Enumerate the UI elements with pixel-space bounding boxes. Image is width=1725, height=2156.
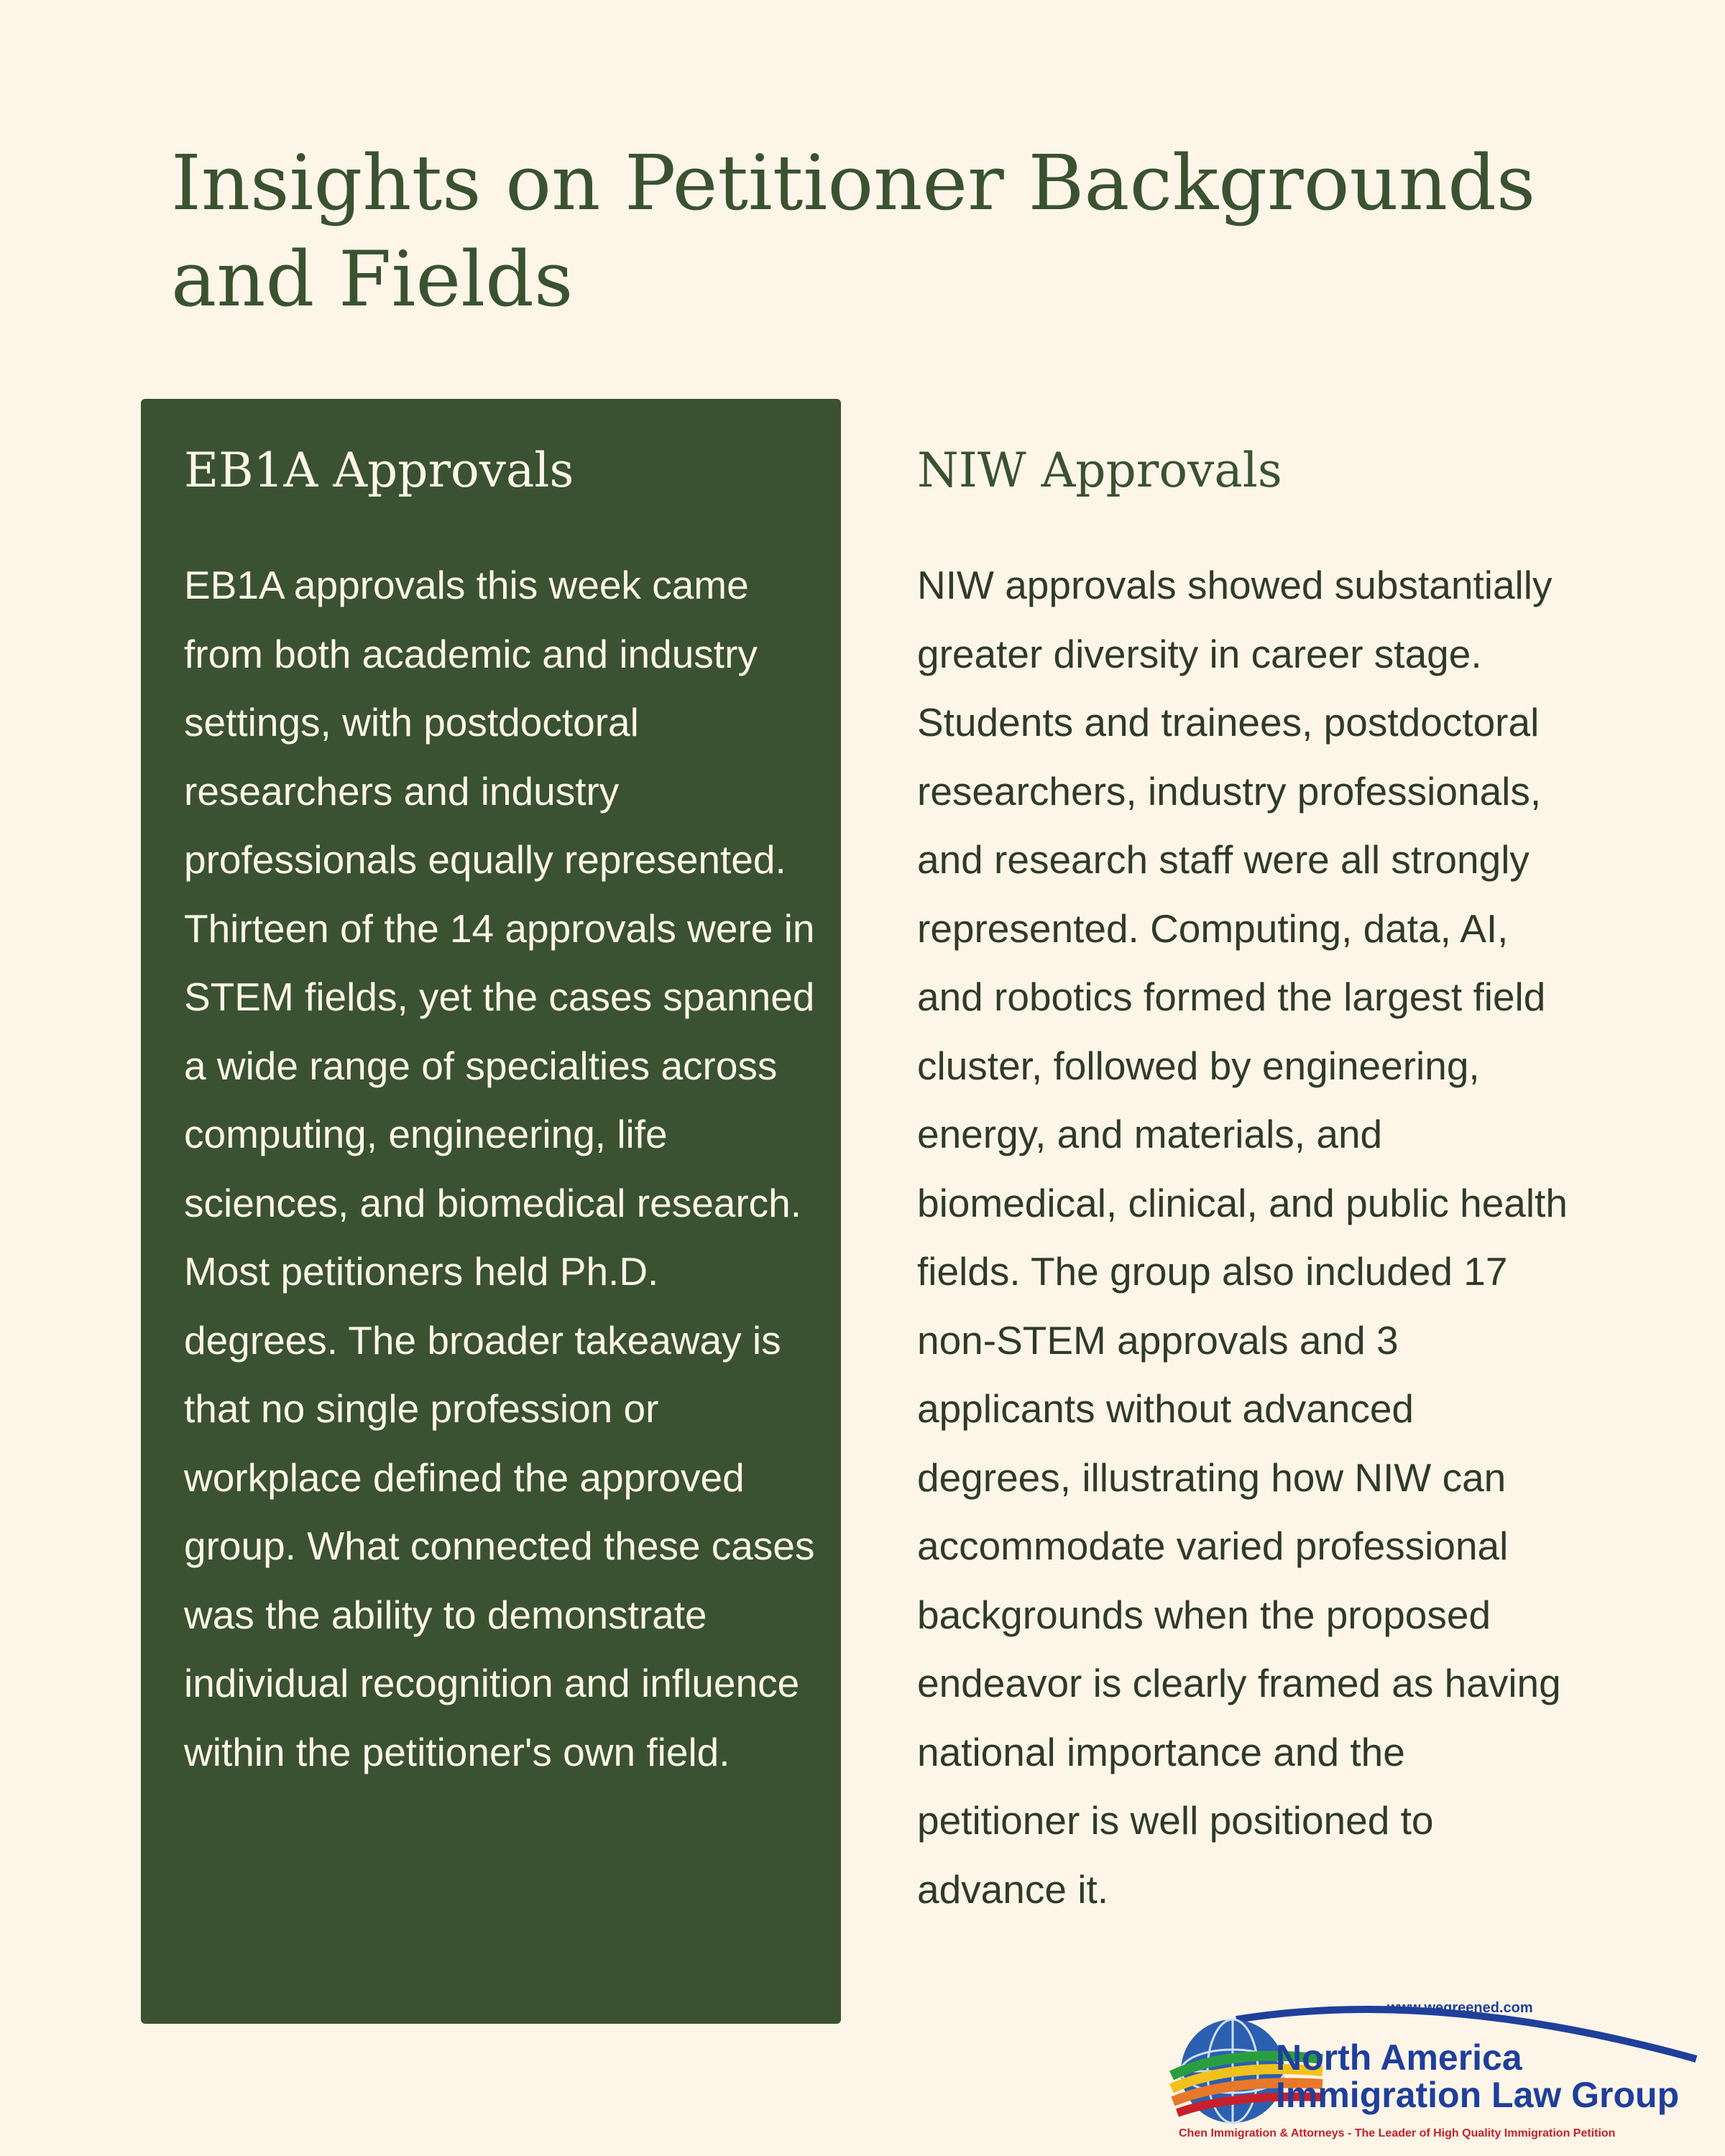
page-title: Insights on Petitioner Backgrounds and Fields xyxy=(171,139,1536,323)
logo-url: www.wegreened.com xyxy=(1387,2000,1533,2016)
eb1a-heading: EB1A Approvals xyxy=(184,443,574,498)
logo-line1: North America xyxy=(1276,2037,1522,2078)
logo-graphic xyxy=(1150,1991,1711,2149)
eb1a-body: EB1A approvals this week came from both academic and industry settings, with postdoctoral researchers and industry professionals equally represented. Thirteen of the 14 approvals were in STEM fields, yet the cases spanned a wide range of specialties across computing, engineering, life sciences, and biomedical research. Most petitioners held Ph.D. degrees. The broader takeaway is that no single profession or workplace defined the approved group. What connected these cases was the ability to demonstrate individual recognition and influence within the petitioner's own field. xyxy=(184,563,815,1774)
eb1a-card xyxy=(141,399,841,2024)
logo-line2: Immigration Law Group xyxy=(1276,2075,1680,2115)
niw-heading: NIW Approvals xyxy=(917,443,1282,498)
company-logo xyxy=(1150,1991,1711,2149)
niw-column xyxy=(917,399,1578,2024)
niw-body: NIW approvals showed substantially greater diversity in career stage. Students and trainees, postdoctoral researchers, industry professionals, and research staff were all strongly represented. Computing, data, AI, and robotics formed the largest field cluster, followed by engineering, energy, and materials, and biomedical, clinical, and public health fields. The group also included 17 non-STEM approvals and 3 applicants without advanced degrees, illustrating how NIW can accommodate varied professional backgrounds when the proposed endeavor is clearly framed as having national importance and the petitioner is well positioned to advance it. xyxy=(917,563,1568,1912)
logo-tagline: Chen Immigration & Attorneys - The Leader of High Quality Immigration Petition xyxy=(1179,2127,1616,2139)
